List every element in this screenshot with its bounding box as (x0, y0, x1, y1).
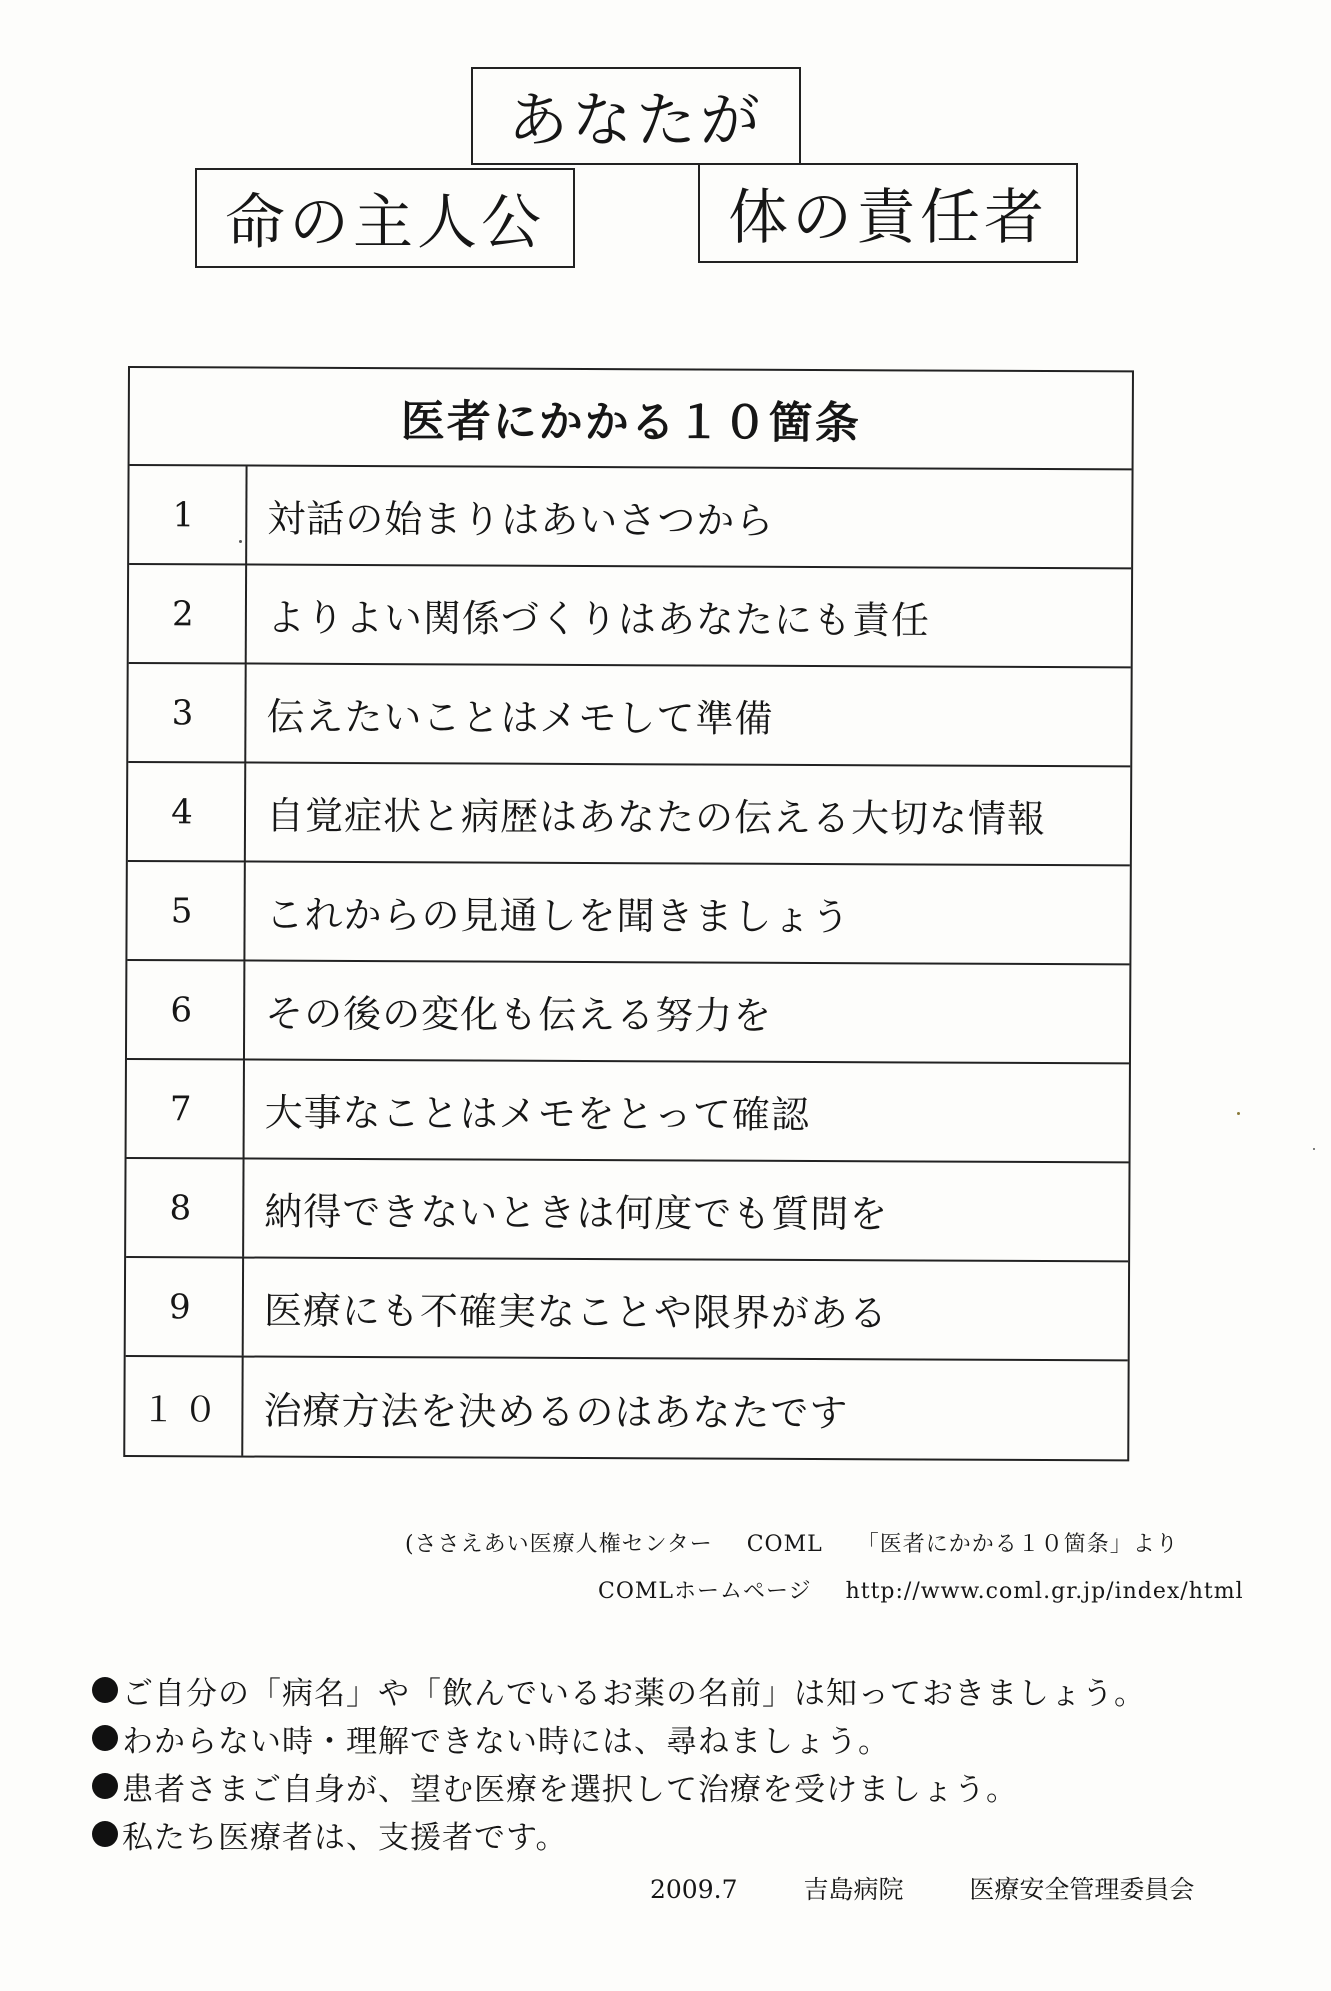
rule-text: 対話の始まりはあいさつから (267, 496, 775, 543)
heading-inochi: 命の主人公 (225, 188, 545, 258)
note-text: わからない時・理解できない時には、尋ねましょう。 (122, 1723, 890, 1760)
note-item (92, 1762, 1146, 1810)
source-homepage (598, 1574, 1244, 1605)
rule-text: 治療方法を決めるのはあなたです (263, 1388, 849, 1435)
rule-number: 9 (126, 1258, 244, 1356)
footer-hospital: 吉島病院 (803, 1875, 904, 1904)
footer-date: 2009.7 (650, 1875, 738, 1904)
rule-number: 7 (127, 1060, 245, 1158)
bullet-icon (92, 1725, 118, 1751)
rule-text: 大事なことはメモをとって確認 (264, 1090, 811, 1137)
footer (650, 1870, 1194, 1906)
heading-karada-box (698, 163, 1078, 263)
bullet-icon (92, 1677, 118, 1703)
source-coml: COML (746, 1532, 823, 1557)
rule-row (127, 961, 1129, 1064)
bullet-icon (92, 1773, 118, 1799)
heading-anataga: あなたが (508, 86, 764, 156)
rule-number: 1 (129, 466, 247, 564)
rule-text: 納得できないときは何度でも質問を (264, 1189, 889, 1237)
note-text: ご自分の「病名」や「飲んでいるお薬の名前」は知っておきましょう。 (122, 1675, 1146, 1712)
rule-text: よりよい関係づくりはあなたにも責任 (266, 595, 931, 643)
ten-rules-title: 医者にかかる１０箇条 (130, 368, 1132, 470)
rule-text: 伝えたいことはメモして準備 (266, 694, 774, 741)
rule-row (126, 1258, 1128, 1361)
rule-row (125, 1357, 1127, 1459)
homepage-url: http://www.coml.gr.jp/index/html (845, 1579, 1244, 1604)
note-item (92, 1810, 1146, 1858)
rule-row (128, 763, 1130, 866)
rule-row (127, 862, 1129, 965)
rule-number: 8 (126, 1159, 244, 1257)
rule-row (128, 664, 1130, 767)
note-item (92, 1666, 1146, 1714)
rule-row (126, 1159, 1128, 1262)
source-quote: 「医者にかかる１０箇条」より (856, 1532, 1179, 1557)
rule-text: 医療にも不確実なことや限界がある (263, 1288, 888, 1336)
source-citation (405, 1527, 1205, 1558)
ten-rules-table (123, 366, 1134, 1461)
rule-text: その後の変化も伝える努力を (265, 991, 773, 1038)
rule-row (129, 565, 1131, 668)
notes-list (92, 1666, 1146, 1858)
rule-number: 5 (127, 862, 245, 960)
rule-row (127, 1060, 1129, 1163)
scan-speck (1237, 1112, 1240, 1115)
note-text: 私たち医療者は、支援者です。 (122, 1819, 568, 1856)
homepage-label: COMLホームページ (598, 1579, 812, 1604)
heading-anataga-box (471, 67, 801, 165)
rule-text: これからの見通しを聞きましょう (265, 892, 851, 940)
heading-inochi-box (195, 168, 575, 268)
note-item (92, 1714, 1146, 1762)
rule-number: 4 (128, 763, 246, 861)
note-text: 患者さまご自身が、望む医療を選択して治療を受けましょう。 (122, 1771, 1018, 1808)
rule-number: １０ (125, 1357, 243, 1456)
source-org: (ささえあい医療人権センター (405, 1532, 713, 1557)
heading-karada: 体の責任者 (728, 183, 1048, 253)
scan-speck (1313, 1148, 1315, 1150)
bullet-icon (92, 1821, 118, 1847)
footer-committee: 医療安全管理委員会 (969, 1875, 1195, 1904)
scan-speck (239, 540, 242, 543)
rule-number: 6 (127, 961, 245, 1059)
rule-text: 自覚症状と病歴はあなたの伝える大切な情報 (265, 793, 1047, 842)
rule-number: 2 (129, 565, 247, 663)
rule-row (129, 466, 1131, 569)
rule-number: 3 (128, 664, 246, 762)
